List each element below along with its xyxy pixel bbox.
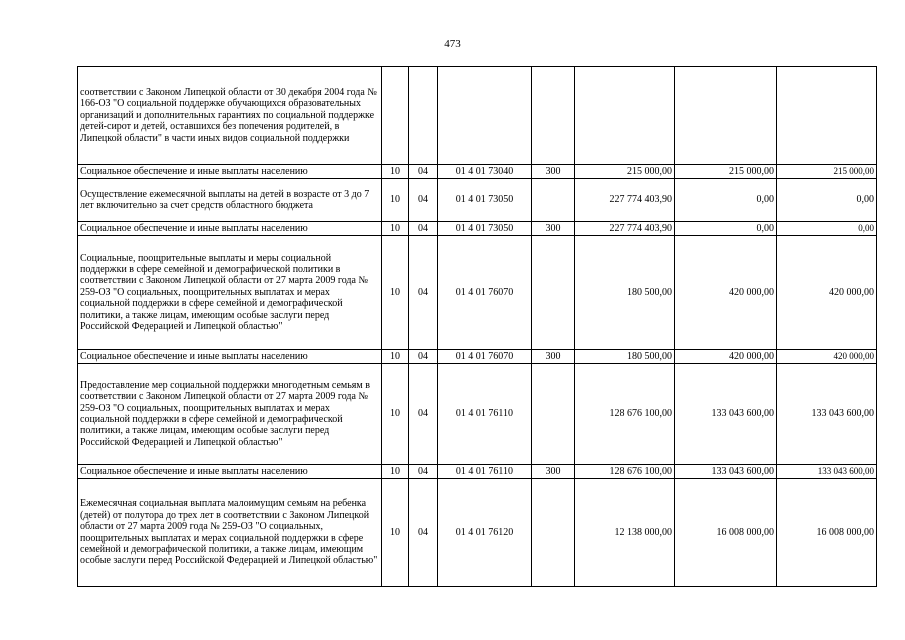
row-amount-year-3: 0,00 xyxy=(777,179,877,222)
row-target-article: 01 4 01 73050 xyxy=(438,179,532,222)
row-target-article: 01 4 01 76070 xyxy=(438,350,532,364)
row-amount-year-2: 133 043 600,00 xyxy=(675,465,777,479)
row-section-code: 10 xyxy=(382,236,409,350)
table-row xyxy=(78,350,877,364)
row-description: Социальное обеспечение и иные выплаты населению xyxy=(78,165,382,179)
table-body xyxy=(78,67,877,587)
row-amount-year-2: 420 000,00 xyxy=(675,350,777,364)
row-section-code: 10 xyxy=(382,350,409,364)
row-subsection-code: 04 xyxy=(409,364,438,465)
row-target-article: 01 4 01 76110 xyxy=(438,465,532,479)
table-row xyxy=(78,165,877,179)
table-row xyxy=(78,236,877,350)
row-amount-year-2 xyxy=(675,67,777,165)
row-amount-year-2: 215 000,00 xyxy=(675,165,777,179)
row-subsection-code: 04 xyxy=(409,465,438,479)
row-section-code: 10 xyxy=(382,179,409,222)
row-target-article: 01 4 01 76110 xyxy=(438,364,532,465)
row-expense-type xyxy=(532,67,575,165)
row-section-code xyxy=(382,67,409,165)
row-amount-year-3: 16 008 000,00 xyxy=(777,479,877,587)
row-description: соответствии с Законом Липецкой области от 30 декабря 2004 года № 166-ОЗ "О социальной поддержке обучающихся образовательных организаций и дополнительных гарантиях по социальной поддержке детей-сирот и детей, оставшихся без попечения родителей, в Липецкой области" в части иных видов социальной поддержки xyxy=(78,67,382,165)
row-amount-year-3: 0,00 xyxy=(777,222,877,236)
row-subsection-code: 04 xyxy=(409,479,438,587)
row-amount-year-1: 227 774 403,90 xyxy=(575,179,675,222)
row-section-code: 10 xyxy=(382,364,409,465)
table-row xyxy=(78,179,877,222)
row-amount-year-1: 12 138 000,00 xyxy=(575,479,675,587)
row-amount-year-3 xyxy=(777,67,877,165)
budget-table xyxy=(77,66,877,587)
row-section-code: 10 xyxy=(382,165,409,179)
row-amount-year-1: 128 676 100,00 xyxy=(575,465,675,479)
row-expense-type xyxy=(532,179,575,222)
row-subsection-code: 04 xyxy=(409,350,438,364)
row-section-code: 10 xyxy=(382,222,409,236)
row-amount-year-2: 16 008 000,00 xyxy=(675,479,777,587)
row-amount-year-2: 0,00 xyxy=(675,222,777,236)
row-expense-type: 300 xyxy=(532,350,575,364)
row-amount-year-3: 420 000,00 xyxy=(777,350,877,364)
row-amount-year-3: 133 043 600,00 xyxy=(777,465,877,479)
row-description: Предоставление мер социальной поддержки многодетным семьям в соответствии с Законом Липецкой области от 27 марта 2009 года № 259-ОЗ "О социальных, поощрительных выплатах и мерах социальной поддержки в сфере семейной и демографической политики, а также лицам, имеющим особые заслуги перед Российской Федерацией и Липецкой областью" xyxy=(78,364,382,465)
row-amount-year-1: 180 500,00 xyxy=(575,236,675,350)
row-expense-type xyxy=(532,364,575,465)
row-subsection-code: 04 xyxy=(409,222,438,236)
row-target-article: 01 4 01 73050 xyxy=(438,222,532,236)
row-subsection-code: 04 xyxy=(409,179,438,222)
row-target-article: 01 4 01 76070 xyxy=(438,236,532,350)
row-expense-type: 300 xyxy=(532,222,575,236)
row-expense-type: 300 xyxy=(532,465,575,479)
row-amount-year-1: 227 774 403,90 xyxy=(575,222,675,236)
table-row xyxy=(78,465,877,479)
row-description: Социальное обеспечение и иные выплаты населению xyxy=(78,465,382,479)
row-description: Социальные, поощрительные выплаты и меры социальной поддержки в сфере семейной и демографической политики в соответствии с Законом Липецкой области от 27 марта 2009 года № 259-ОЗ "О социальных, поощрительных выплатах и мерах социальной поддержки в сфере семейной и демографической политики, а также лицам, имеющим особые заслуги перед Российской Федерацией и Липецкой областью" xyxy=(78,236,382,350)
table-row xyxy=(78,364,877,465)
row-expense-type: 300 xyxy=(532,165,575,179)
row-amount-year-3: 215 000,00 xyxy=(777,165,877,179)
row-target-article xyxy=(438,67,532,165)
row-amount-year-2: 0,00 xyxy=(675,179,777,222)
table-row xyxy=(78,222,877,236)
row-amount-year-2: 420 000,00 xyxy=(675,236,777,350)
row-amount-year-2: 133 043 600,00 xyxy=(675,364,777,465)
row-description: Ежемесячная социальная выплата малоимущим семьям на ребенка (детей) от полутора до трех лет в соответствии с Законом Липецкой области от 27 марта 2009 года № 259-ОЗ "О социальных, поощрительных выплатах и мерах социальной поддержки в сфере семейной и демографической политики, а также лицам, имеющим особые заслуги перед Российской Федерацией и Липецкой областью" xyxy=(78,479,382,587)
row-amount-year-1: 180 500,00 xyxy=(575,350,675,364)
row-subsection-code: 04 xyxy=(409,165,438,179)
row-description: Социальное обеспечение и иные выплаты населению xyxy=(78,350,382,364)
row-target-article: 01 4 01 73040 xyxy=(438,165,532,179)
table-row xyxy=(78,67,877,165)
row-amount-year-3: 133 043 600,00 xyxy=(777,364,877,465)
row-description: Осуществление ежемесячной выплаты на детей в возрасте от 3 до 7 лет включительно за счет средств областного бюджета xyxy=(78,179,382,222)
row-section-code: 10 xyxy=(382,465,409,479)
row-amount-year-1: 215 000,00 xyxy=(575,165,675,179)
row-amount-year-1 xyxy=(575,67,675,165)
row-subsection-code xyxy=(409,67,438,165)
row-expense-type xyxy=(532,236,575,350)
row-subsection-code: 04 xyxy=(409,236,438,350)
row-section-code: 10 xyxy=(382,479,409,587)
row-description: Социальное обеспечение и иные выплаты населению xyxy=(78,222,382,236)
page-number: 473 xyxy=(444,38,461,50)
row-amount-year-1: 128 676 100,00 xyxy=(575,364,675,465)
row-expense-type xyxy=(532,479,575,587)
row-amount-year-3: 420 000,00 xyxy=(777,236,877,350)
row-target-article: 01 4 01 76120 xyxy=(438,479,532,587)
table-row xyxy=(78,479,877,587)
